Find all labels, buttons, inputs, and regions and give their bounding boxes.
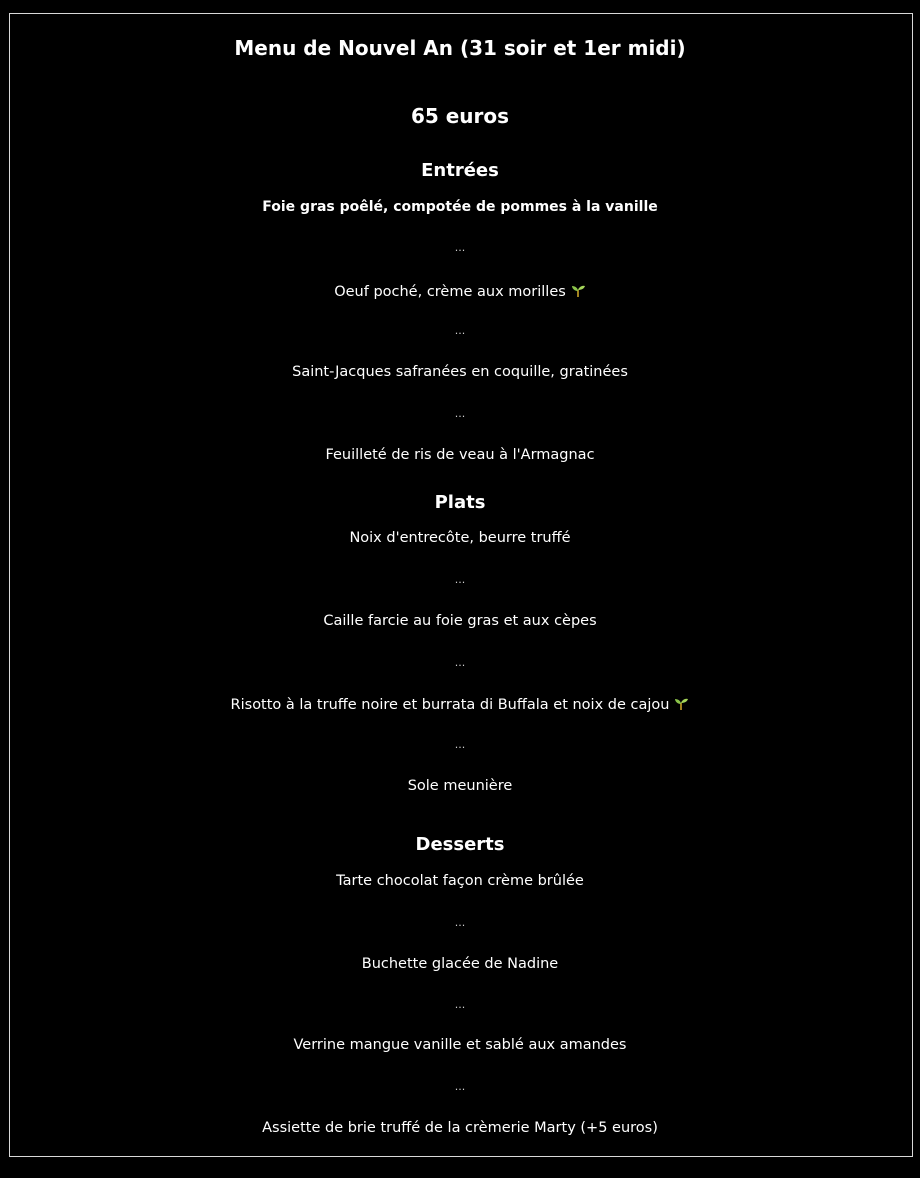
menu-item: Feuilleté de ris de veau à l'Armagnac xyxy=(325,447,595,463)
separator: ... xyxy=(454,998,466,1011)
separator: ... xyxy=(454,738,466,751)
menu-item: Verrine mangue vanille et sablé aux amandes xyxy=(293,1037,627,1053)
menu-item xyxy=(0,695,920,713)
separator: ... xyxy=(454,916,466,929)
section-heading-entrees: Entrées xyxy=(421,160,499,181)
separator: ... xyxy=(454,656,466,669)
menu-item: Caille farcie au foie gras et aux cèpes xyxy=(323,613,597,629)
sprout-icon xyxy=(570,282,586,298)
menu-item: Saint-Jacques safranées en coquille, gratinées xyxy=(292,364,628,380)
menu-item: Noix d'entrecôte, beurre truffé xyxy=(349,530,571,546)
separator: ... xyxy=(454,407,466,420)
separator: ... xyxy=(454,324,466,337)
separator: ... xyxy=(454,573,466,586)
menu-item: Assiette de brie truffé de la crèmerie Marty (+5 euros) xyxy=(262,1120,658,1136)
menu-item-label: Oeuf poché, crème aux morilles xyxy=(334,284,566,300)
sprout-icon xyxy=(673,695,689,711)
separator: ... xyxy=(454,1080,466,1093)
menu-price: 65 euros xyxy=(410,104,510,128)
menu-item-label: Risotto à la truffe noire et burrata di Buffala et noix de cajou xyxy=(230,697,670,713)
menu-item: Tarte chocolat façon crème brûlée xyxy=(336,873,584,889)
menu-item: Buchette glacée de Nadine xyxy=(361,956,559,972)
section-heading-plats: Plats xyxy=(434,492,486,513)
menu-item: Sole meunière xyxy=(407,778,513,794)
menu-item: Foie gras poêlé, compotée de pommes à la vanille xyxy=(262,199,658,215)
section-heading-desserts: Desserts xyxy=(415,834,505,855)
separator: ... xyxy=(454,241,466,254)
menu-item xyxy=(0,282,920,300)
menu-title: Menu de Nouvel An (31 soir et 1er midi) xyxy=(234,36,686,60)
